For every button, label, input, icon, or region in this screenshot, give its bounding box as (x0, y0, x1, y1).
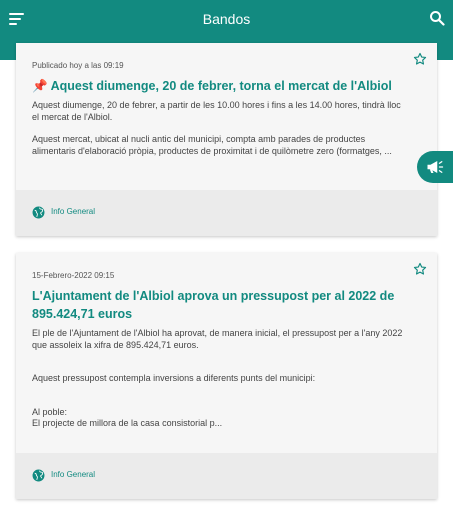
post-date: Publicado hoy a las 09:19 (32, 61, 124, 70)
post-body (32, 100, 409, 157)
post-body-spacer (32, 396, 409, 407)
post-footer (16, 453, 437, 499)
post-category[interactable]: Info General (51, 207, 96, 216)
post-body-spacer (32, 123, 409, 134)
globe-icon (32, 469, 45, 482)
post-body-spacer (32, 351, 409, 362)
post-body-paragraph: Aquest diumenge, 20 de febrer, a partir de les 10.00 hores i fins a les 14.00 hores, tindrà lloc el mercat de l'Albiol. (32, 100, 401, 122)
post-card[interactable] (16, 43, 437, 236)
post-body-paragraph: El ple de l'Ajuntament de l'Albiol ha aprovat, de manera inicial, el pressupost per a l'any 2022 que assoleix la xifra de 895.424,71 euros. (32, 328, 403, 350)
post-body (32, 328, 409, 430)
post-body-spacer (32, 362, 409, 373)
post-footer (16, 190, 437, 236)
post-date: 15-Febrero-2022 09:15 (32, 271, 115, 280)
star-icon[interactable] (413, 52, 429, 68)
post-card[interactable] (16, 253, 437, 499)
post-title[interactable]: L'Ajuntament de l'Albiol aprova un pressupost per al 2022 de 895.424,71 euros (32, 289, 395, 321)
post-body-spacer (32, 385, 409, 396)
megaphone-button[interactable] (417, 151, 453, 183)
post-body-paragraph: Al poble: (32, 406, 68, 417)
post-title[interactable]: 📌 Aquest diumenge, 20 de febrer, torna el mercat de l'Albiol (32, 79, 392, 93)
post-body-paragraph: Aquest pressupost contempla inversions a diferents punts del municipi: (32, 373, 316, 383)
megaphone-icon (426, 159, 444, 175)
page-title: Bandos (202, 11, 251, 27)
post-body-paragraph: El projecte de millora de la casa consistorial p... (32, 418, 223, 428)
globe-icon (32, 206, 45, 219)
star-icon[interactable] (413, 262, 429, 278)
post-category[interactable]: Info General (51, 470, 96, 479)
search-icon[interactable] (429, 10, 447, 28)
post-body-paragraph: Aquest mercat, ubicat al nucli antic del municipi, compta amb parades de productes alimentaris d'elaboració pròpia, productes de proximitat i de quilòmetre zero (formatges, ... (32, 134, 392, 156)
